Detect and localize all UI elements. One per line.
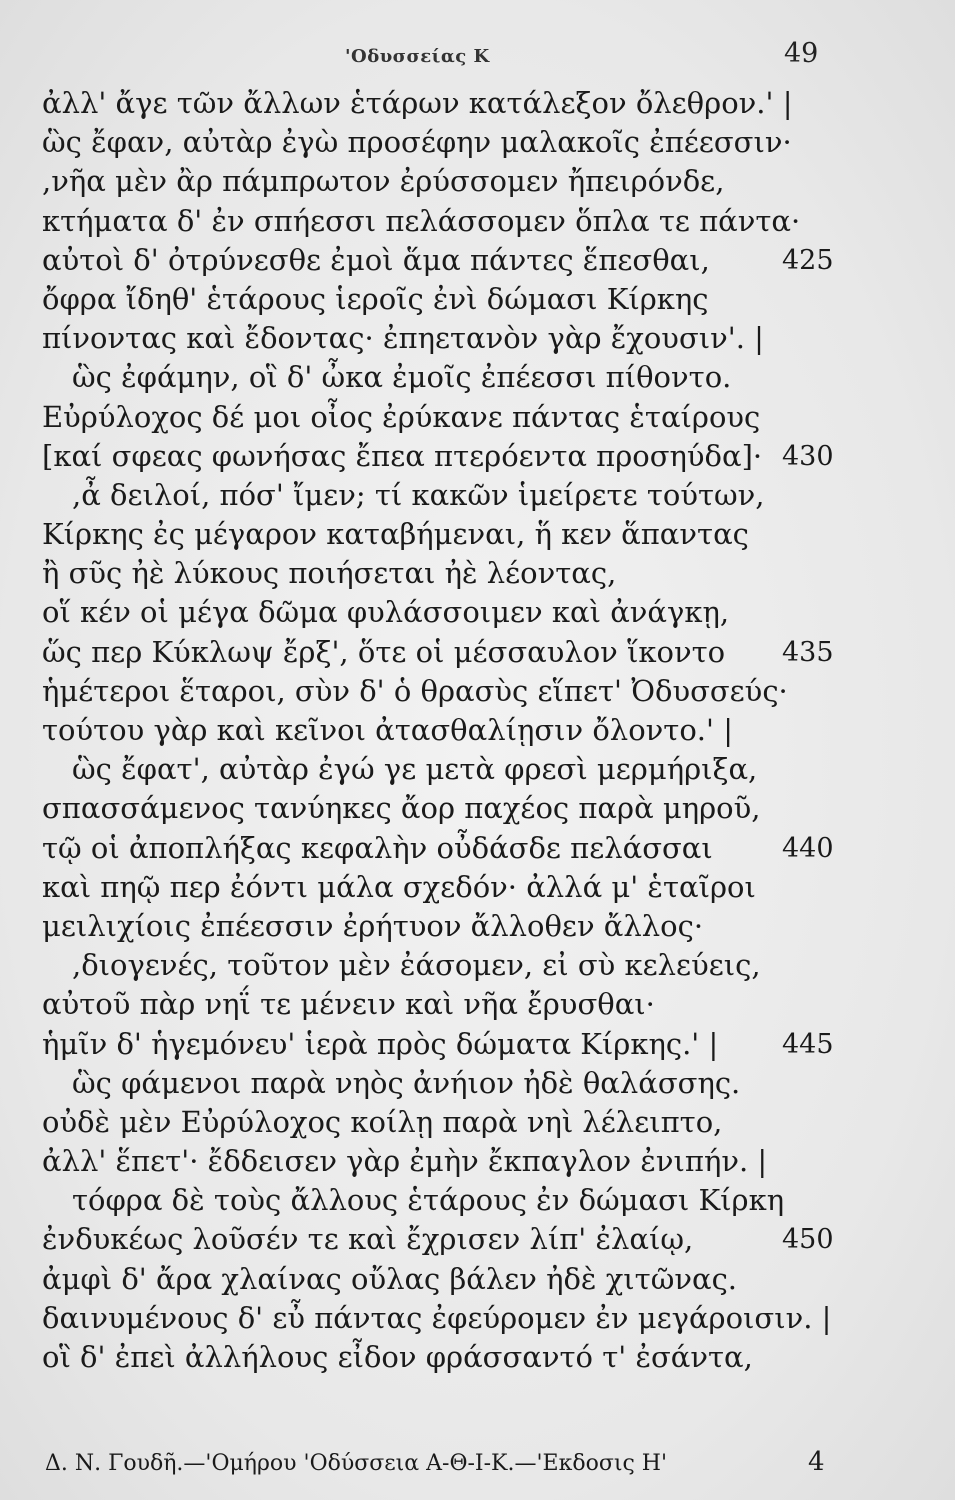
verse-line [42, 868, 902, 907]
verse-line-text: ἀμφὶ δ' ἄρα χλαίνας οὔλας βάλεν ἠδὲ χιτῶνας. [42, 1261, 738, 1296]
running-title: 'Οδυσσείας Κ [345, 46, 490, 67]
verse-line-text: ἀλλ' ἄγε τῶν ἄλλων ἑτάρων κατάλεξον ὄλεθρον.' | [42, 86, 793, 120]
verse-line-text: οἵ κέν οἱ μέγα δῶμα φυλάσσοιμεν καὶ ἀνάγκῃ, [42, 595, 730, 630]
verse-line-text: ὣς φάμενοι παρὰ νηὸς ἀνήιον ἠδὲ θαλάσσης. [72, 1065, 741, 1100]
verse-line [42, 1142, 902, 1181]
verse-line-text: ἡμέτεροι ἕταροι, σὺν δ' ὁ θρασὺς εἵπετ' Ὀδυσσεύς· [42, 673, 788, 708]
verse-line [42, 829, 902, 868]
verse-line-text: ἢ σῦς ἠὲ λύκους ποιήσεται ἠὲ λέοντας, [42, 556, 617, 591]
verse-line-text: οὐδὲ μὲν Εὐρύλοχος κοίλῃ παρὰ νηὶ λέλειπτο, [42, 1104, 723, 1139]
verse-line [42, 711, 902, 750]
verse-line-text: ,διογενές, τοῦτον μὲν ἐάσομεν, εἰ σὺ κελεύεις, [72, 948, 761, 983]
verse-line-text: ,ἆ δειλοί, πόσ' ἴμεν; τί κακῶν ἱμείρετε τούτων, [72, 477, 765, 512]
verse-line [42, 1299, 902, 1338]
verse-line [42, 946, 902, 985]
publisher-line: Δ. Ν. Γουδῆ.—'Ομήρου 'Οδύσσεια Α-Θ-Ι-Κ.—'Εκδοσις Η' [45, 1451, 668, 1476]
verse-line-text: καὶ πηῷ περ ἐόντι μάλα σχεδόν· ἀλλά μ' ἑταῖροι [42, 869, 756, 904]
verse-line-text: Κίρκης ἐς μέγαρον καταβήμεναι, ἥ κεν ἅπαντας [42, 517, 749, 552]
line-number: 445 [782, 1028, 834, 1060]
verse-text [42, 84, 902, 1377]
line-number: 430 [782, 440, 834, 472]
verse-line-text: ὥς περ Κύκλωψ ἔρξ', ὅτε οἱ μέσσαυλον ἵκοντο [42, 634, 726, 669]
verse-line [42, 1181, 902, 1220]
page-number: 49 [784, 38, 819, 69]
verse-line-text: ἀλλ' ἕπετ'· ἔδδεισεν γὰρ ἐμὴν ἔκπαγλον ἐνιπήν. | [42, 1144, 768, 1179]
verse-line [42, 554, 902, 593]
signature-mark: 4 [808, 1447, 825, 1477]
line-number: 425 [782, 244, 834, 276]
verse-line-text: Εὐρύλοχος δέ μοι οἶος ἐρύκανε πάντας ἑταίρους [42, 399, 761, 434]
verse-line [42, 280, 902, 319]
verse-line [42, 241, 902, 280]
verse-line [42, 358, 902, 397]
verse-line-text: ,νῆα μὲν ἂρ πάμπρωτον ἐρύσσομεν ἤπειρόνδε, [42, 164, 725, 199]
page-footer [45, 1447, 905, 1483]
verse-line [42, 398, 902, 437]
verse-line [42, 1220, 902, 1259]
verse-line-text: ὣς ἔφατ', αὐτὰρ ἐγώ γε μετὰ φρεσὶ μερμήριξα, [72, 752, 758, 787]
verse-line-text: κτήματα δ' ἐν σπήεσσι πελάσσομεν ὅπλα τε πάντα· [42, 203, 801, 238]
verse-line-text: τούτου γὰρ καὶ κεῖνοι ἀτασθαλίῃσιν ὄλοντο.' | [42, 713, 733, 747]
verse-line [42, 515, 902, 554]
verse-line [42, 789, 902, 828]
verse-line-text: πίνοντας καὶ ἔδοντας· ἐπηετανὸν γὰρ ἔχουσιν'. | [42, 321, 764, 356]
verse-line-text: τῷ οἱ ἀποπλήξας κεφαλὴν οὖδάσδε πελάσσαι [42, 830, 713, 865]
verse-line [42, 123, 902, 162]
verse-line-text: ἐνδυκέως λοῦσέν τε καὶ ἔχρισεν λίπ' ἐλαίῳ, [42, 1222, 694, 1257]
verse-line-text: [καί σφεας φωνήσας ἔπεα πτερόεντα προσηύδα]· [42, 438, 763, 473]
verse-line [42, 319, 902, 358]
verse-line-text: αὐτοὶ δ' ὀτρύνεσθε ἐμοὶ ἅμα πάντες ἕπεσθαι, [42, 242, 710, 277]
verse-line [42, 202, 902, 241]
verse-line-text: ὣς ἔφαν, αὐτὰρ ἐγὼ προσέφην μαλακοῖς ἐπέεσσιν· [42, 125, 792, 160]
verse-line [42, 907, 902, 946]
verse-line [42, 476, 902, 515]
verse-line-text: οἳ δ' ἐπεὶ ἀλλήλους εἶδον φράσσαντό τ' ἐσάντα, [42, 1340, 753, 1374]
verse-line [42, 672, 902, 711]
verse-line [42, 750, 902, 789]
verse-line-text: μειλιχίοις ἐπέεσσιν ἐρήτυον ἄλλοθεν ἄλλος· [42, 908, 704, 943]
verse-line [42, 633, 902, 672]
verse-line [42, 1338, 902, 1377]
line-number: 435 [782, 636, 834, 668]
verse-line [42, 593, 902, 632]
verse-line [42, 1064, 902, 1103]
verse-line [42, 1103, 902, 1142]
verse-line-text: σπασσάμενος τανύηκες ἄορ παχέος παρὰ μηροῦ, [42, 791, 761, 826]
line-number: 450 [782, 1224, 834, 1256]
verse-line-text: τόφρα δὲ τοὺς ἄλλους ἑτάρους ἐν δώμασι Κίρκη [72, 1183, 785, 1218]
page-header [0, 38, 955, 78]
verse-line-text: ἡμῖν δ' ἡγεμόνευ' ἱερὰ πρὸς δώματα Κίρκης.' | [42, 1026, 719, 1061]
verse-line-text: ὣς ἐφάμην, οἳ δ' ὦκα ἐμοῖς ἐπέεσσι πίθοντο. [72, 360, 732, 395]
line-number: 440 [782, 832, 834, 864]
verse-line [42, 1025, 902, 1064]
verse-line [42, 437, 902, 476]
verse-line [42, 162, 902, 201]
verse-line-text: δαινυμένους δ' εὖ πάντας ἐφεύρομεν ἐν μεγάροισιν. | [42, 1300, 832, 1335]
verse-line [42, 84, 902, 123]
verse-line [42, 985, 902, 1024]
verse-line [42, 1260, 902, 1299]
verse-line-text: αὐτοῦ πὰρ νηΐ τε μένειν καὶ νῆα ἔρυσθαι· [42, 987, 655, 1022]
verse-line-text: ὄφρα ἴδηθ' ἑτάρους ἱεροῖς ἐνὶ δώμασι Κίρκης [42, 281, 709, 316]
